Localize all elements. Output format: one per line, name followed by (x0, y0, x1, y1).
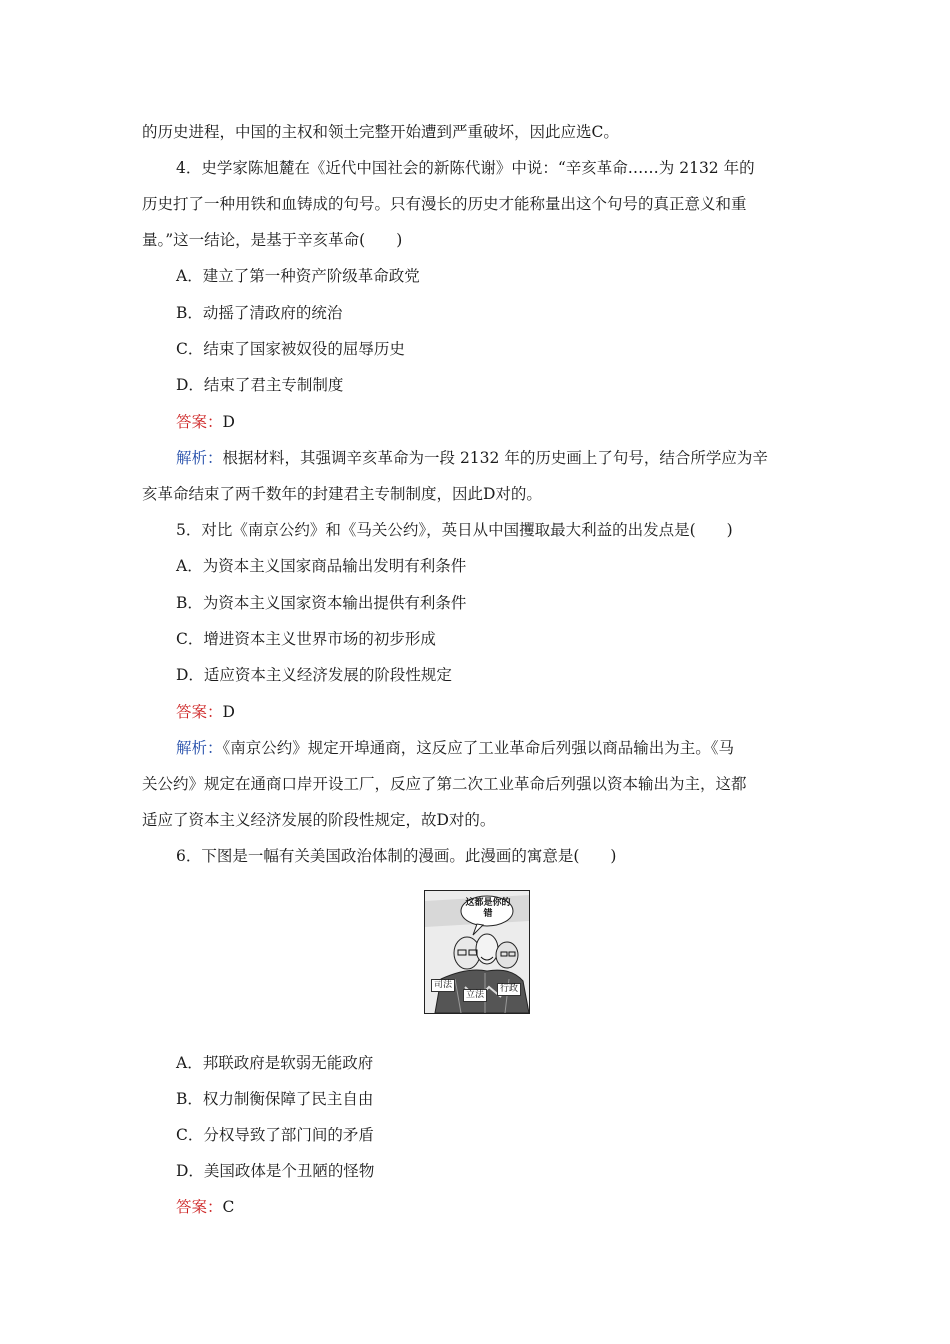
label-executive: 行政 (497, 983, 521, 996)
text-line: 亥革命结束了两千数年的封建君主专制制度，因此D对的。 (142, 485, 542, 503)
speech-bubble-text: 这都是你的错 (465, 898, 511, 919)
answer-label: 答案： (176, 1198, 223, 1216)
label-judicial: 司法 (431, 979, 455, 992)
option-a: A．邦联政府是软弱无能政府 (176, 1054, 374, 1072)
answer-label: 答案： (176, 703, 223, 721)
option-d: D．结束了君主专制制度 (176, 376, 344, 394)
analysis-label: 解析： (176, 739, 223, 757)
option-a: A．为资本主义国家商品输出发明有利条件 (176, 557, 467, 575)
option-d: D．适应资本主义经济发展的阶段性规定 (176, 666, 452, 684)
answer-line: 答案：D (176, 703, 235, 721)
answer-label: 答案： (176, 413, 223, 431)
text-line: 历史打了一种用铁和血铸成的句号。只有漫长的历史才能称量出这个句号的真正意义和重 (142, 195, 747, 213)
political-cartoon (424, 890, 530, 1014)
question-6-stem: 6．下图是一幅有关美国政治体制的漫画。此漫画的寓意是( ) (176, 847, 617, 865)
label-legislative: 立法 (463, 989, 487, 1002)
option-c: C．结束了国家被奴役的屈辱历史 (176, 340, 405, 358)
text-line: 适应了资本主义经济发展的阶段性规定，故D对的。 (142, 811, 496, 829)
question-4-stem: 4．史学家陈旭麓在《近代中国社会的新陈代谢》中说：“辛亥革命……为 2132 年的 (176, 159, 755, 177)
question-5-stem: 5．对比《南京公约》和《马关公约》，英日从中国攫取最大利益的出发点是( ) (176, 521, 733, 539)
text-line: 的历史进程，中国的主权和领土完整开始遭到严重破坏，因此应选C。 (142, 123, 619, 141)
answer-line: 答案：C (176, 1198, 235, 1216)
option-d: D．美国政体是个丑陋的怪物 (176, 1162, 375, 1180)
text-line: 量。”这一结论，是基于辛亥革命( ) (142, 231, 403, 249)
option-b: B．权力制衡保障了民主自由 (176, 1090, 374, 1108)
option-a: A．建立了第一种资产阶级革命政党 (176, 267, 420, 285)
option-c: C．分权导致了部门间的矛盾 (176, 1126, 374, 1144)
analysis-line: 解析：《南京公约》规定开埠通商，这反应了工业革命后列强以商品输出为主。《马 (176, 739, 735, 757)
option-c: C．增进资本主义世界市场的初步形成 (176, 630, 436, 648)
analysis-label: 解析： (176, 449, 223, 467)
analysis-line: 解析：根据材料，其强调辛亥革命为一段 2132 年的历史画上了句号，结合所学应为辛 (176, 449, 768, 467)
option-b: B．为资本主义国家资本输出提供有利条件 (176, 594, 467, 612)
option-b: B．动摇了清政府的统治 (176, 304, 343, 322)
text-line: 关公约》规定在通商口岸开设工厂，反应了第二次工业革命后列强以资本输出为主，这都 (142, 775, 747, 793)
answer-line: 答案：D (176, 413, 235, 431)
